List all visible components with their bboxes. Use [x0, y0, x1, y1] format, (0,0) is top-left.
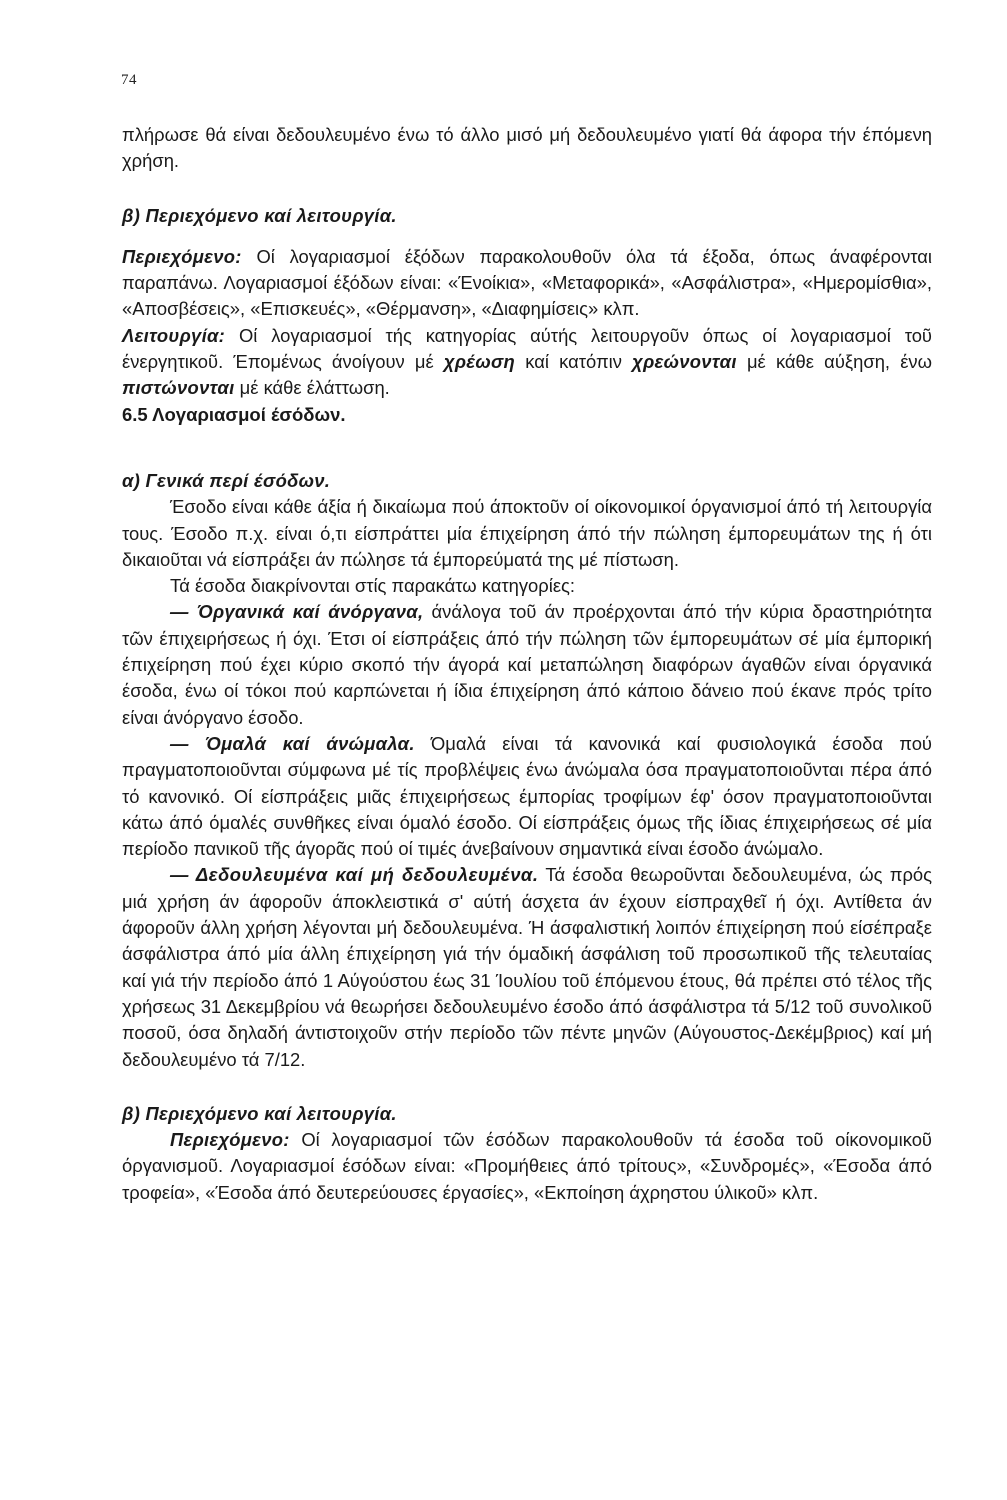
label-regular-irregular: — Όμαλά καί άνώμαλα. [170, 732, 415, 754]
label-operation: Λειτουργία: [122, 324, 226, 346]
paragraph-revenue-categories: Τά έσοδα διακρίνονται στίς παρακάτω κατηγορίες: [170, 575, 575, 597]
text-accrued: Τά έσοδα θεωροῦνται δεδουλευμένα, ώς πρός μιά χρήση άν άφοροῦν άποκλειστικά σ' αύτή άσχετα άν έχουν είσπραχθεῖ ή όχι. Αντίθετα άν άφοροῦν άλλη χρήση λέγονται μή δεδουλευμένα. Ή άσφαλιστική λοιπόν έπιχείρηση πού είσέπραξε άσφάλιστρα άπό μία άλλη έπιχείρηση γιά τήν όμαδική άσφάλιση τοῦ προσωπικοῦ τῆς τελευταίας καί γιά τήν περίοδο άπό 1 Αύγούστου έως 31 Ίουλίου τοῦ έπόμενου έτους, θά πρέπει στό τέλος τῆς χρήσεως 31 Δεκεμβρίου νά θεωρήσει δεδουλευμένο έσοδο άπό άσφάλιστρα τά 5/12 τοῦ συνολικοῦ ποσοῦ, όσα δηλαδή άντιστοιχοῦν στήν περίοδο τῶν πέντε μηνῶν (Αύγουστος-Δεκέμβριος) καί μή δεδουλευμένο τά 7/12. [122, 864, 932, 1070]
label-content: Περιεχόμενο: [122, 245, 242, 267]
text-operation-3: μέ κάθε αύξηση, ένω [736, 351, 932, 373]
text-revenues-content: Οί λογαριασμοί τῶν έσόδων παρακολουθοῦν τά έσοδα τοῦ οίκονομικοῦ όργανισμοῦ. Λογαριασμοί έσόδων είναι: «Προμήθειες άπό τρίτους», «Συνδρομές», «Έσοδα άπό τροφεία», «Έσοδα άπό δευτερεύουσες έργασίες», «Εκποίηση άχρηστου ύλικοῦ» κλπ. [122, 1129, 932, 1203]
text-expenses-content: Οί λογαριασμοί έξόδων παρακολουθοῦν όλα τά έξοδα, όπως άναφέρονται παραπάνω. Λογαριασμοί έξόδων είναι: «Ένοίκια», «Μεταφορικά», «Ασφάλιστρα», «Ημερομίσθια», «Αποσβέσεις», «Επισκευές», «Θέρμανση», «Διαφημίσεις» κλπ. [122, 245, 932, 320]
section-heading: 6.5 Λογαριασμοί έσόδων. [122, 403, 346, 425]
subheading-b-revenues: β) Περιεχόμενο καί λειτουργία. [122, 1102, 397, 1124]
text-operation-1: Οί λογαριασμοί τής κατηγορίας αύτής λειτουργοῦν όπως οί λογαριασμοί τοῦ ένεργητικοῦ. Έπομένως άνοίγουν μέ [122, 324, 932, 373]
label-accrued: — Δεδουλευμένα καί μή δεδουλευμένα. [170, 864, 539, 886]
paragraph-revenues-content [122, 1127, 932, 1206]
text-operation-4: μέ κάθε έλάττωση. [234, 377, 390, 399]
label-revenues-content: Περιεχόμενο: [170, 1129, 290, 1151]
subheading-a-revenues: α) Γενικά περί έσόδων. [122, 469, 331, 491]
label-organic-inorganic: — Όργανικά καί άνόργανα, [170, 601, 424, 623]
page-body [122, 122, 932, 1206]
paragraph-continuation: πλήρωσε θά είναι δεδουλευμένο ένω τό άλλο μισό μή δεδουλευμένο γιατί θά άφορα τήν έπόμενη χρήση. [122, 124, 932, 172]
paragraph-expenses-operation [122, 323, 932, 402]
term-debit: χρέωση [443, 351, 516, 373]
paragraph-revenue-definition: Έσοδο είναι κάθε άξία ή δικαίωμα πού άποκτοῦν οί οίκονομικοί όργανισμοί άπό τή λειτουργία τους. Έσοδο π.χ. είναι ό,τι είσπράττει μία έπιχείρηση άπό τήν πώληση έμπορευμάτων της ή ότι δικαιοῦται νά είσπράξει άν πώλησε τά έμπορεύματά της μέ πίστωση. [122, 496, 932, 570]
paragraph-accrued [122, 862, 932, 1072]
text-organic-inorganic: άνάλογα τοῦ άν προέρχονται άπό τήν κύρια δραστηριότητα τῶν έπιχειρήσεως ή όχι. Έτσι οί είσπράξεις άπό τήν πώληση τῶν έμπορευμάτων σέ μία έμπορική έπιχείρηση πού έχει κύριο σκοπό τήν άγορά καί μεταπώληση διαφόρων άγαθῶν είναι όργανικά έσοδα, ένω οί τόκοι πού καρπώνεται ή ίδια έπιχείρηση άπό κάποιο δάνειο πού έκανε πρός τρίτο είναι άνόργανο έσοδο. [122, 601, 932, 728]
term-credited: πιστώνονται [122, 377, 235, 399]
term-debited: χρεώνονται [632, 351, 737, 373]
text-operation-2: καί κατόπιν [515, 351, 633, 373]
text-regular-irregular: Όμαλά είναι τά κανονικά καί φυσιολογικά έσοδα πού πραγματοποιοῦνται σύμφωνα μέ τίς προβλέψεις ένω άνώμαλα όσα πραγματοποιοῦνται πέρα άπό τό κανονικό. Οί είσπράξεις μιᾶς έπιχειρήσεως έμπορίας τροφίμων έφ' όσον πραγματοποιοῦνται κάτω άπό όμαλές συνθῆκες είναι όμαλό έσοδο. Οί είσπράξεις όμως τῆς ίδιας έπιχειρήσεως σέ μία περίοδο πανικοῦ τῆς άγορᾶς πού οί τιμές άνεβαίνουν σημαντικά είναι έσοδο άνώμαλο. [122, 732, 932, 860]
paragraph-regular-irregular [122, 731, 932, 862]
paragraph-organic-inorganic [122, 599, 932, 730]
subheading-b-expenses: β) Περιεχόμενο καί λειτουργία. [122, 204, 397, 226]
page-number: 74 [121, 72, 137, 88]
paragraph-expenses-content [122, 244, 932, 323]
